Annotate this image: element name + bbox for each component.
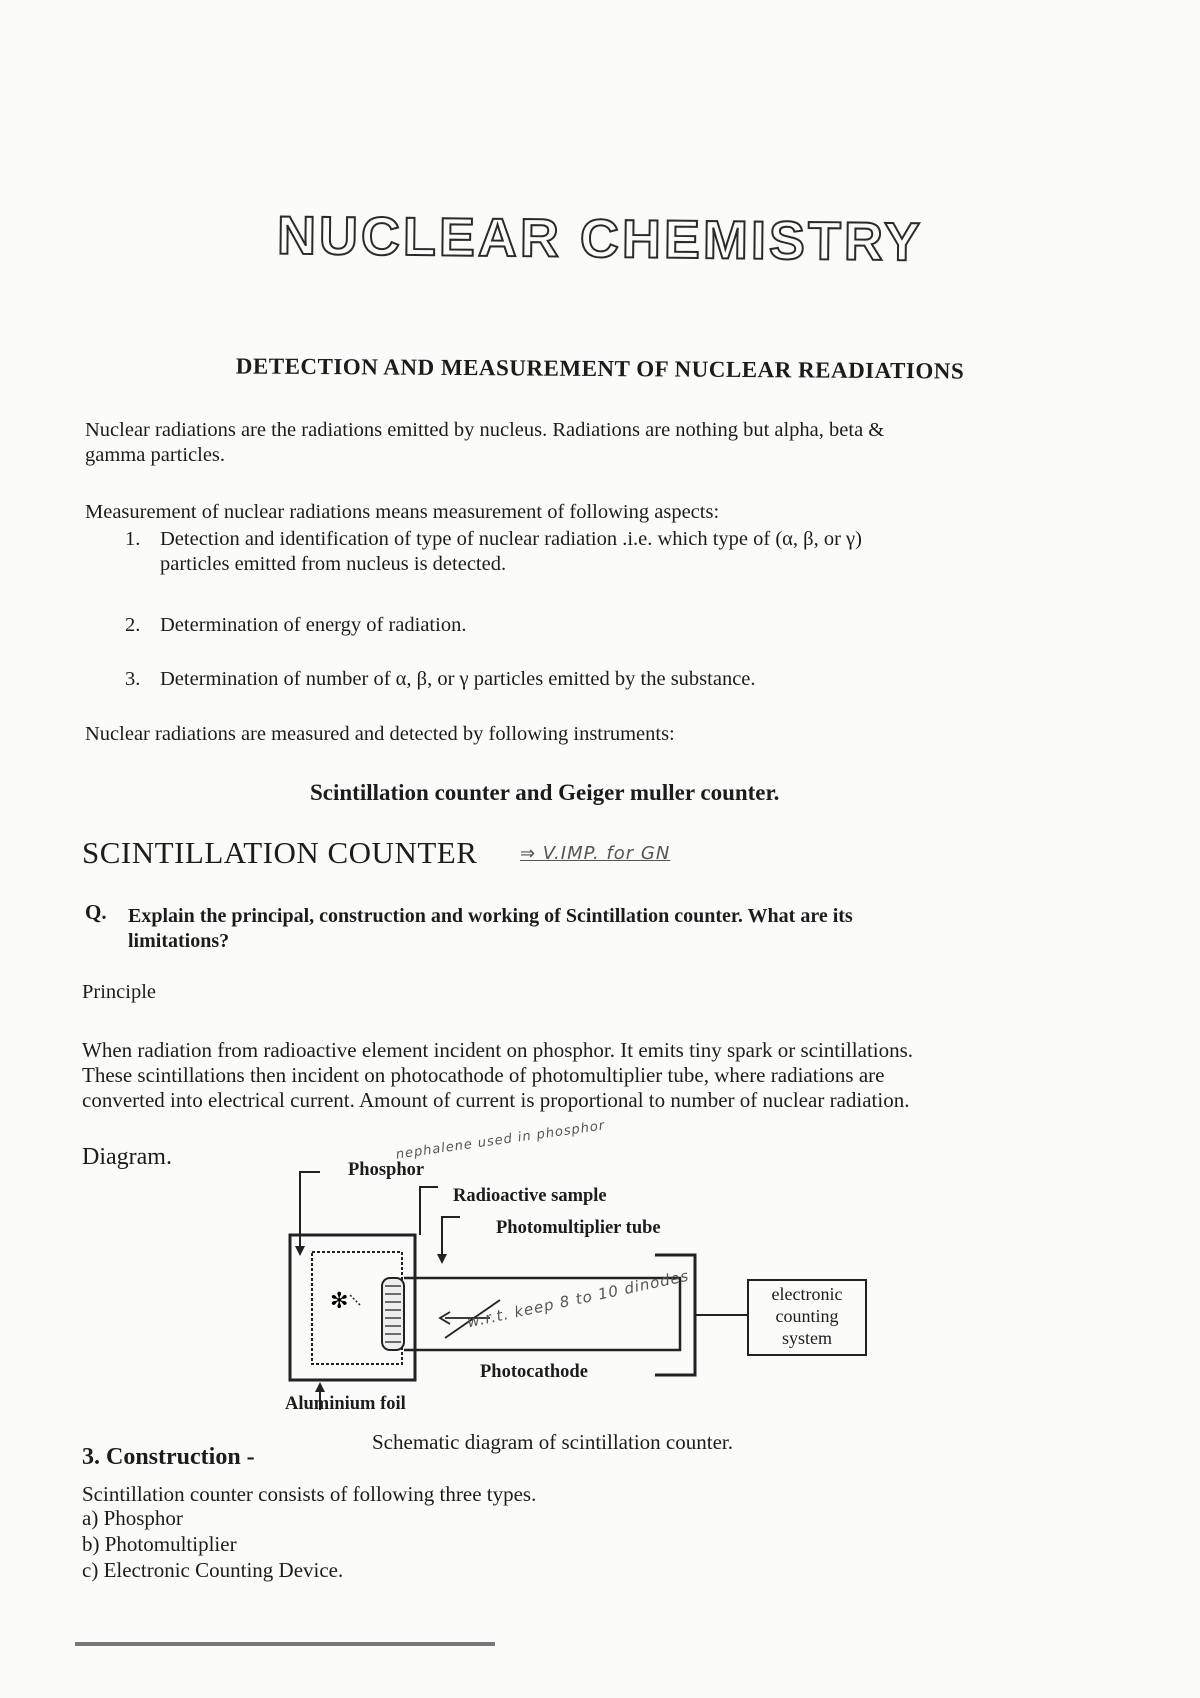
section-handnote: ⇒ V.IMP. for GN	[520, 843, 671, 864]
principle-line-3: converted into electrical current. Amount of current is proportional to number of nuclear radiation.	[82, 1088, 910, 1112]
principle-line-1: When radiation from radioactive element incident on phosphor. It emits tiny spark or scintillations.	[82, 1038, 914, 1062]
list-num-3: 3.	[125, 668, 141, 690]
label-aluminium-foil: Aluminium foil	[285, 1394, 406, 1414]
instruments-intro: Nuclear radiations are measured and detected by following instruments:	[85, 723, 675, 745]
measurement-heading: Measurement of nuclear radiations means measurement of following aspects:	[85, 501, 720, 523]
label-photomultiplier-tube: Photomultiplier tube	[496, 1218, 661, 1238]
bottom-rule	[75, 1642, 495, 1646]
intro-line-1: Nuclear radiations are the radiations emitted by nucleus. Radiations are nothing but alpha, beta &	[85, 419, 885, 441]
question-line-1: Explain the principal, construction and working of Scintillation counter. What are its	[128, 905, 853, 927]
label-phosphor: Phosphor	[348, 1160, 425, 1180]
construction-item-2: b) Photomultiplier	[82, 1532, 237, 1556]
page-title: NUCLEAR CHEMISTRY	[276, 205, 924, 273]
diagram-caption: Schematic diagram of scintillation counter.	[372, 1430, 733, 1454]
label-radioactive-sample: Radioactive sample	[453, 1186, 607, 1206]
question-prefix: Q.	[85, 900, 107, 924]
counting-label-line-1: electronic	[771, 1284, 843, 1304]
counting-system-label	[752, 1283, 862, 1349]
phosphor-leader	[300, 1172, 320, 1252]
intro-line-2: gamma particles.	[85, 444, 226, 466]
counting-label-line-2: counting	[775, 1306, 839, 1326]
diagram-handnote-tube: w.r.t. keep 8 to 10 dinodes	[465, 1266, 691, 1332]
construction-intro: Scintillation counter consists of following three types.	[82, 1482, 537, 1506]
sample-leader	[420, 1187, 438, 1235]
counting-label-line-3: system	[781, 1328, 832, 1348]
list-item-2: Determination of energy of radiation.	[160, 614, 467, 636]
pmt-leader	[442, 1217, 460, 1260]
page-subtitle: DETECTION AND MEASUREMENT OF NUCLEAR READIATIONS	[235, 353, 965, 384]
list-item-1-line-2: particles emitted from nucleus is detected.	[160, 553, 507, 575]
construction-item-1: a) Phosphor	[82, 1506, 183, 1530]
list-num-2: 2.	[125, 614, 141, 636]
scintillation-star-icon: ✻	[330, 1289, 349, 1314]
list-num-1: 1.	[125, 528, 141, 550]
question-line-2: limitations?	[128, 930, 230, 952]
construction-heading: 3. Construction -	[82, 1444, 255, 1470]
section-heading: SCINTILLATION COUNTER	[82, 835, 478, 870]
diagram-heading: Diagram.	[82, 1144, 172, 1170]
principle-line-2: These scintillations then incident on photocathode of photomultiplier tube, where radiations are	[82, 1063, 885, 1087]
construction-item-3: c) Electronic Counting Device.	[82, 1558, 344, 1582]
list-item-1-line-1: Detection and identification of type of nuclear radiation .i.e. which type of (α, β, or γ)	[160, 528, 862, 550]
photocathode-window	[382, 1278, 404, 1350]
principle-heading: Principle	[82, 981, 157, 1003]
instruments-list: Scintillation counter and Geiger muller counter.	[310, 780, 780, 805]
list-item-3: Determination of number of α, β, or γ particles emitted by the substance.	[160, 668, 756, 690]
diagram-handnote-top: nephalene used in phosphor	[394, 1118, 607, 1163]
label-photocathode: Photocathode	[480, 1362, 588, 1382]
